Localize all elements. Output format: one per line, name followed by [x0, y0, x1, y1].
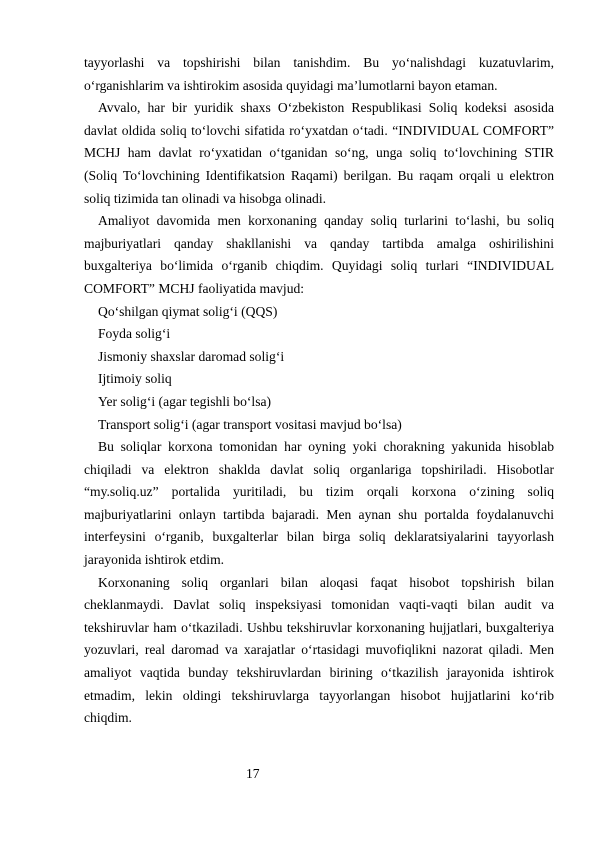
- list-item: Transport solig‘i (agar transport vositasi mavjud bo‘lsa): [98, 416, 402, 432]
- tax-list: [84, 301, 554, 437]
- list-item: Qo‘shilgan qiymat solig‘i (QQS): [98, 303, 278, 319]
- page-number: 17: [246, 766, 260, 781]
- paragraph-tax-types: Amaliyot davomida men korxonaning qanday soliq turlarini to‘lashi, bu soliq majburiyatlari qanday shakllanishi va qanday tartibda amalga oshirilishini buxgalteriya bo‘limida o‘rganib chiqdim. Quyidagi soliq turlari “INDIVIDUAL COMFORT” MCHJ faoliyatida mavjud:: [84, 213, 554, 296]
- paragraph-audit: Korxonaning soliq organlari bilan aloqasi faqat hisobot topshirish bilan cheklanmaydi. Davlat soliq inspeksiyasi tomonidan vaqti-vaqti bilan audit va tekshiruvlar ham o‘tkaziladi. Ushbu tekshiruvlar korxonaning hujjatlari, buxgalteriya yozuvlari, real daromad va xarajatlar o‘rtasidagi muvofiqlikni nazorat qiladi. Men amaliyot vaqtida bunday tekshiruvlardan birining o‘tkazilish jarayonida ishtirok etmadim, lekin oldingi tekshiruvlarga tayyorlangan hisobot hujjatlarini ko‘rib chiqdim.: [84, 574, 554, 726]
- document-page: [84, 52, 554, 730]
- list-item: Ijtimoiy soliq: [98, 371, 172, 387]
- paragraph-reporting: Bu soliqlar korxona tomonidan har oyning yoki chorakning yakunida hisoblab chiqiladi va elektron shaklda davlat soliq organlariga topshiriladi. Hisobotlar “my.soliq.uz” portalida yuritiladi, bu tizim orqali korxona o‘zining soliq majburiyatlarini onlayn tartibda bajaradi. Men aynan shu portalda foydalanuvchi interfeysini o‘rganib, buxgalterlar bilan birga soliq deklaratsiyalarini tayyorlash jarayonida ishtirok etdim.: [84, 439, 554, 568]
- paragraph-intro-continuation: tayyorlashi va topshirishi bilan tanishdim. Bu yo‘nalishdagi kuzatuvlarim, o‘rganishlarim va ishtirokim asosida quyidagi ma’lumotlarni bayon etaman.: [84, 55, 554, 93]
- list-item: Jismoniy shaxslar daromad solig‘i: [98, 348, 285, 364]
- list-item: Foyda solig‘i: [98, 326, 171, 342]
- list-item: Yer solig‘i (agar tegishli bo‘lsa): [98, 393, 272, 409]
- paragraph-registration: Avvalo, har bir yuridik shaxs O‘zbekiston Respublikasi Soliq kodeksi asosida davlat oldida soliq to‘lovchi sifatida ro‘yxatdan o‘tadi. “INDIVIDUAL COMFORT” MCHJ ham davlat ro‘yxatidan o‘tganidan so‘ng, unga soliq to‘lovchining STIR (Soliq To‘lovchining Identifikatsion Raqami) berilgan. Bu raqam orqali u elektron soliq tizimida tan olinadi va hisobga olinadi.: [84, 100, 554, 206]
